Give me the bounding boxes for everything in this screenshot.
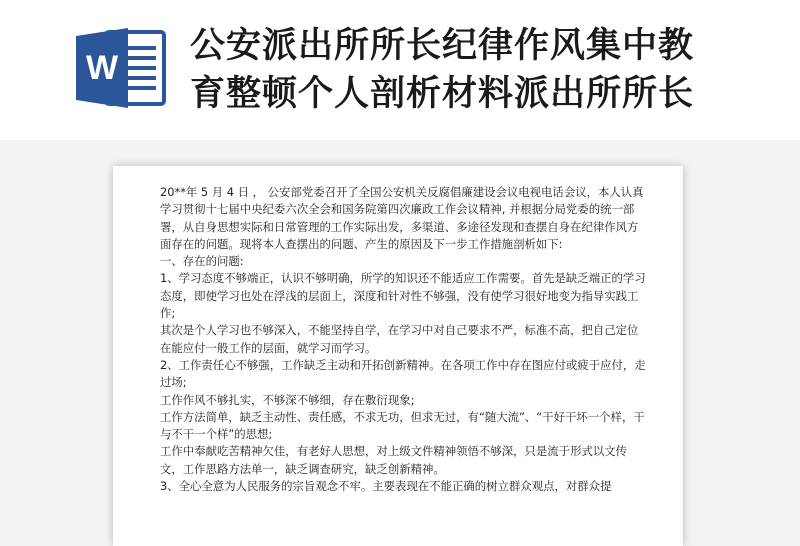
document-body	[160, 184, 646, 495]
section-heading: 一、存在的问题:	[160, 254, 244, 269]
body-paragraph: 工作作风不够扎实，不够深不够细，存在敷衍现象;	[160, 392, 415, 407]
title-line-2: 育整顿个人剖析材料派出所所长	[190, 74, 695, 114]
body-paragraph: 2、工作责任心不够强，工作缺乏主动和开拓创新精神。在各项工作中存在图应付或疲于应付，走过场;	[160, 357, 646, 390]
intro-paragraph: 20**年 5 月 4 日 ， 公安部党委召开了全国公安机关反腐倡廉建设会议电视电话会议，本人认真学习贯彻十七届中央纪委六次全会和国务院第四次廉政工作会议精神, 并根据分局党委的统一部署，从自身思想实际和日常管理的工作实际出发，多渠道、多途径发现和查摆自身在纪律作风方面存在的问题。现将本人查摆出的问题、产生的原因及下一步工作措施剖析如下:	[160, 185, 644, 251]
word-icon-letter: W	[85, 49, 119, 87]
page-title	[190, 22, 790, 118]
body-paragraph: 3、全心全意为人民服务的宗旨观念不牢。主要表现在不能正确的树立群众观点，对群众提	[160, 479, 612, 494]
body-paragraph: 工作中奉献吃苦精神欠佳，有老好人思想，对上级文件精神领悟不够深，只是流于形式以文传文，工作思路方法单一，缺乏调查研究，缺乏创新精神。	[160, 444, 628, 476]
header-banner	[0, 0, 800, 140]
body-paragraph: 工作方法简单，缺乏主动性、责任感，不求无功，但求无过，有“随大流”、“干好干坏一个样，干与不干一个样”的思想;	[160, 409, 645, 442]
word-doc-icon	[76, 26, 168, 110]
body-paragraph: 其次是个人学习也不够深入，不能坚持自学，在学习中对自己要求不严，标准不高，把自己定位在能应付一般工作的层面，就学习而学习。	[160, 323, 639, 355]
document-page	[113, 166, 683, 546]
title-line-1: 公安派出所所长纪律作风集中教	[190, 26, 695, 66]
body-paragraph: 1、学习态度不够端正，认识不够明确，所学的知识还不能适应工作需要。首先是缺乏端正的学习态度，即使学习也处在浮浅的层面上，深度和针对性不够强，没有使学习很好地变为指导实践工作;	[160, 271, 646, 321]
